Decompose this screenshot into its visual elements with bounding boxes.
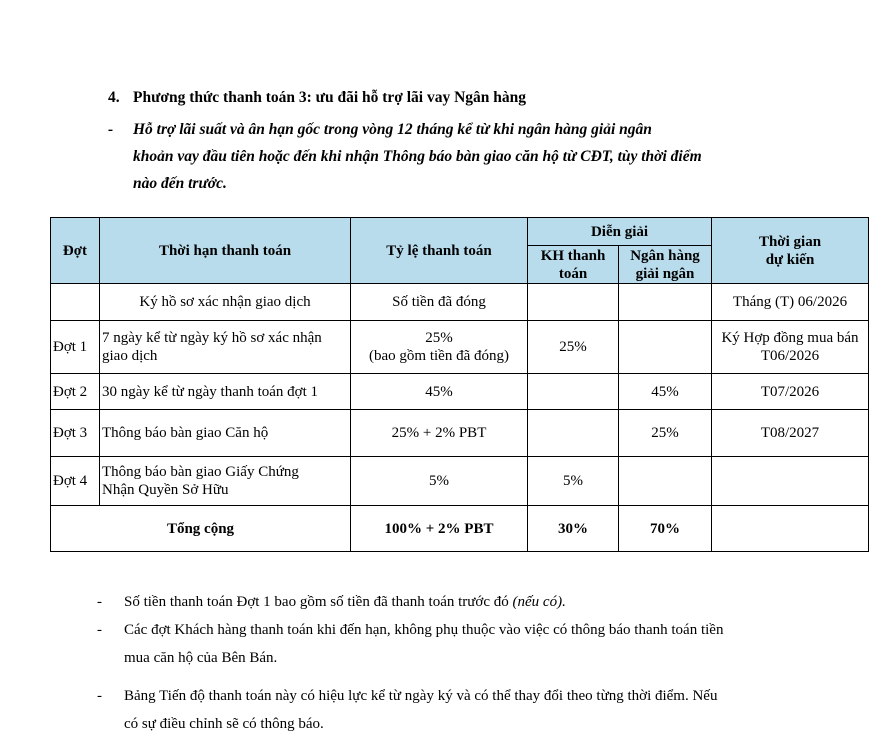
cell-rate (351, 321, 528, 374)
cell-dot: Đợt 3 (51, 410, 100, 457)
cell-term: Thông báo bàn giao Căn hộ (100, 410, 351, 457)
note-dash: - (97, 688, 102, 704)
cell-rate-line-1: 25% (425, 330, 453, 346)
header-kh-thanh-toan (528, 246, 619, 284)
note-item (97, 682, 807, 738)
cell-dot: Đợt 4 (51, 457, 100, 506)
cell-kh (528, 374, 619, 410)
note-1-italic: (nếu có). (512, 594, 566, 610)
note-item (97, 588, 807, 616)
total-kh: 30% (528, 506, 619, 552)
cell-term (100, 457, 351, 506)
intro-line-2: khoản vay đầu tiên hoặc đến khi nhận Thông báo bàn giao căn hộ từ CĐT, tùy thời điểm (133, 148, 702, 165)
table-row (51, 284, 869, 321)
table-row (51, 374, 869, 410)
cell-term-line-1: Thông báo bàn giao Giấy Chứng (102, 464, 299, 480)
header-ngan-hang (619, 246, 712, 284)
note-dash: - (97, 594, 102, 610)
header-ty-le: Tỷ lệ thanh toán (351, 218, 528, 284)
cell-term-line-1: 7 ngày kể từ ngày ký hồ sơ xác nhận (102, 330, 322, 346)
header-row (51, 218, 869, 246)
cell-term (100, 321, 351, 374)
intro-line-1: Hỗ trợ lãi suất và ân hạn gốc trong vòng 12 tháng kể từ khi ngân hàng giải ngân (133, 121, 652, 138)
cell-rate-line-2: (bao gồm tiền đã đóng) (369, 348, 509, 364)
cell-dot: Đợt 2 (51, 374, 100, 410)
total-label: Tổng cộng (51, 506, 351, 552)
section-heading (108, 89, 526, 107)
note-1-text: Số tiền thanh toán Đợt 1 bao gồm số tiền đã thanh toán trước đó (124, 594, 513, 610)
cell-time: Tháng (T) 06/2026 (712, 284, 869, 321)
section-number: 4. (108, 89, 120, 106)
header-thoi-gian-line-1: Thời gian (758, 233, 822, 250)
cell-nh: 25% (619, 410, 712, 457)
cell-nh (619, 321, 712, 374)
cell-kh: 25% (528, 321, 619, 374)
total-rate: 100% + 2% PBT (351, 506, 528, 552)
header-dien-giai: Diễn giải (528, 218, 712, 246)
cell-kh (528, 410, 619, 457)
cell-kh (528, 284, 619, 321)
cell-term-line-2: giao dịch (102, 348, 158, 364)
note-dash: - (97, 622, 102, 638)
cell-kh: 5% (528, 457, 619, 506)
cell-time: T08/2027 (712, 410, 869, 457)
cell-time-line-1: Ký Hợp đồng mua bán (721, 330, 859, 346)
header-nh-line-1: Ngân hàng (630, 247, 700, 264)
header-kh-line-2: toán (558, 265, 588, 282)
cell-rate: 25% + 2% PBT (351, 410, 528, 457)
cell-dot (51, 284, 100, 321)
table-row (51, 457, 869, 506)
header-dot: Đợt (51, 218, 100, 284)
total-nh: 70% (619, 506, 712, 552)
cell-time (712, 457, 869, 506)
cell-nh (619, 284, 712, 321)
payment-schedule-table (50, 217, 869, 552)
cell-rate: 45% (351, 374, 528, 410)
cell-term: Ký hồ sơ xác nhận giao dịch (100, 284, 351, 321)
table-row (51, 410, 869, 457)
total-time (712, 506, 869, 552)
cell-term: 30 ngày kể từ ngày thanh toán đợt 1 (100, 374, 351, 410)
note-3-line-1: Bảng Tiến độ thanh toán này có hiệu lực kể từ ngày ký và có thể thay đổi theo từng thời điểm. Nếu (124, 688, 718, 704)
header-thoi-han: Thời hạn thanh toán (100, 218, 351, 284)
cell-dot: Đợt 1 (51, 321, 100, 374)
section-title: Phương thức thanh toán 3: ưu đãi hỗ trợ lãi vay Ngân hàng (133, 89, 527, 106)
note-2-line-1: Các đợt Khách hàng thanh toán khi đến hạn, không phụ thuộc vào việc có thông báo thanh toán tiền (124, 622, 724, 638)
cell-nh (619, 457, 712, 506)
cell-time (712, 321, 869, 374)
header-thoi-gian-line-2: dự kiến (765, 251, 815, 268)
intro-dash: - (108, 121, 114, 138)
cell-rate: Số tiền đã đóng (351, 284, 528, 321)
cell-term-line-2: Nhận Quyền Sở Hữu (102, 482, 229, 498)
note-2-line-2: mua căn hộ của Bên Bán. (124, 650, 278, 666)
cell-nh: 45% (619, 374, 712, 410)
intro-paragraph (108, 116, 808, 197)
table-row (51, 321, 869, 374)
cell-time: T07/2026 (712, 374, 869, 410)
total-row (51, 506, 869, 552)
note-item (97, 616, 807, 672)
cell-rate: 5% (351, 457, 528, 506)
header-nh-line-2: giải ngân (635, 265, 695, 282)
header-kh-line-1: KH thanh (540, 247, 606, 264)
intro-line-3: nào đến trước. (133, 175, 227, 192)
note-3-line-2: có sự điều chỉnh sẽ có thông báo. (124, 716, 324, 732)
header-thoi-gian (712, 218, 869, 284)
cell-time-line-2: T06/2026 (760, 348, 820, 364)
notes-list (97, 588, 807, 738)
